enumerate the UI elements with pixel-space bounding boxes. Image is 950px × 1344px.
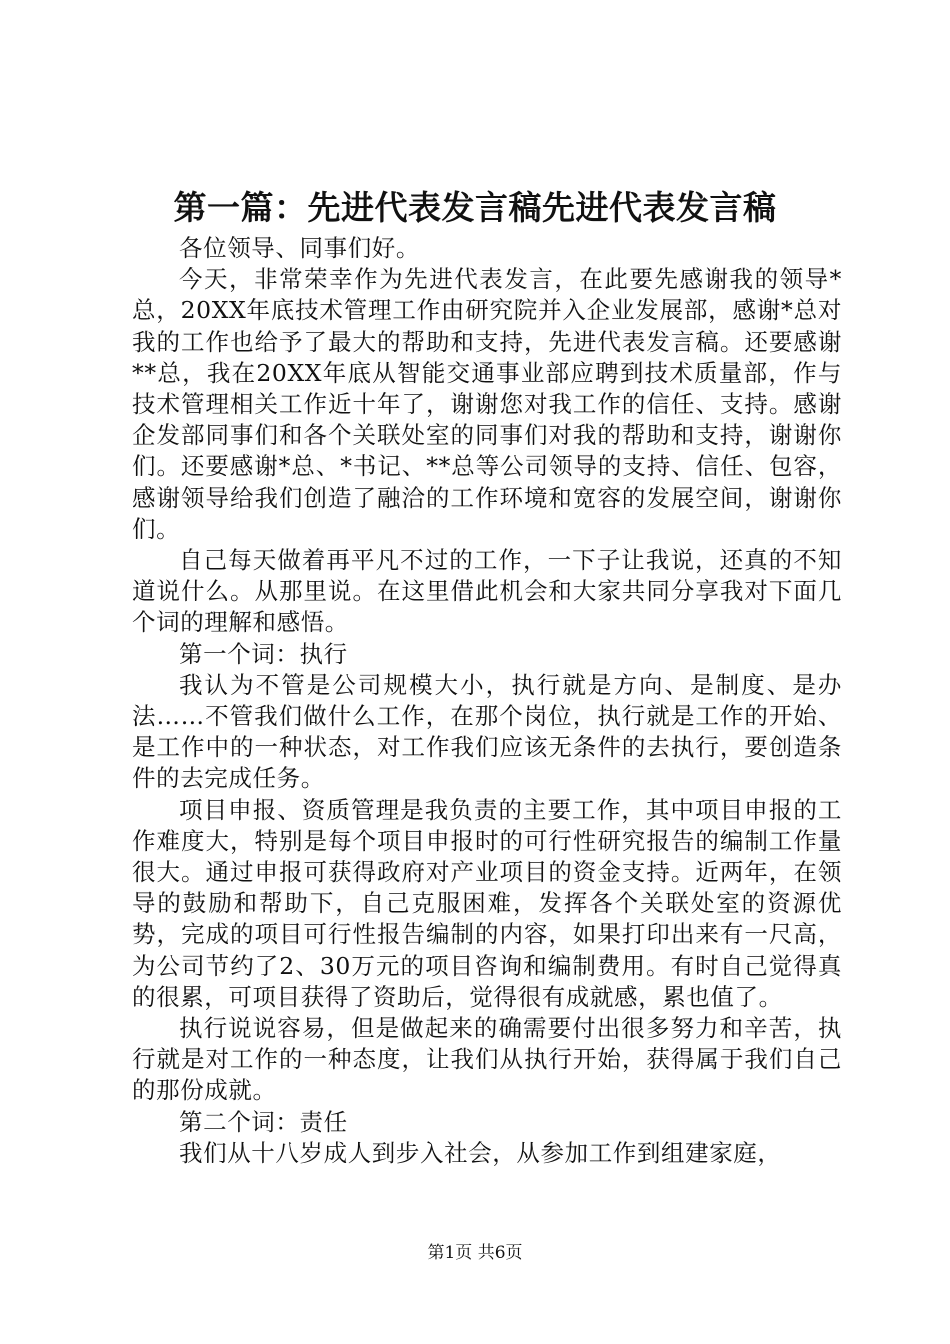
document-body xyxy=(132,233,842,1169)
paragraph-execution-view: 我认为不管是公司规模大小，执行就是方向、是制度、是办法……不管我们做什么工作，在那个岗位，执行就是工作的开始、是工作中的一种状态，对工作我们应该无条件的去执行，要创造条件的去完成任务。 xyxy=(132,670,842,793)
section-heading-execution: 第一个词：执行 xyxy=(179,639,348,668)
section-heading-responsibility: 第二个词：责任 xyxy=(179,1107,348,1136)
document-title: 第一篇：先进代表发言稿先进代表发言稿 xyxy=(173,188,777,227)
paragraph-thanks: 今天，非常荣幸作为先进代表发言，在此要先感谢我的领导*总，20XX年底技术管理工作由研究院并入企业发展部，感谢*总对我的工作也给予了最大的帮助和支持，先进代表发言稿。还要感谢**总，我在20XX年底从智能交通事业部应聘到技术质量部，作与技术管理相关工作近十年了，谢谢您对我工作的信任、支持。感谢企发部同事们和各个关联处室的同事们对我的帮助和支持，谢谢你们。还要感谢*总、*书记、**总等公司领导的支持、信任、包容，感谢领导给我们创造了融洽的工作环境和宽容的发展空间，谢谢你们。 xyxy=(132,265,842,543)
paragraph-greeting: 各位领导、同事们好。 xyxy=(179,234,420,262)
page-footer: 第1页 共6页 xyxy=(427,1243,523,1263)
paragraph-execution-summary: 执行说说容易，但是做起来的确需要付出很多努力和辛苦，执行就是对工作的一种态度，让我们从执行开始，获得属于我们自己的那份成就。 xyxy=(132,1014,842,1105)
paragraph-responsibility: 我们从十八岁成人到步入社会，从参加工作到组建家庭， xyxy=(179,1138,782,1167)
paragraph-project-work: 项目申报、资质管理是我负责的主要工作，其中项目申报的工作难度大，特别是每个项目申报时的可行性研究报告的编制工作量很大。通过申报可获得政府对产业项目的资金支持。近两年，在领导的鼓励和帮助下，自己克服困难，发挥各个关联处室的资源优势，完成的项目可行性报告编制的内容，如果打印出来有一尺高，为公司节约了2、30万元的项目咨询和编制费用。有时自己觉得真的很累，可项目获得了资助后，觉得很有成就感，累也值了。 xyxy=(132,795,842,1011)
paragraph-intro: 自己每天做着再平凡不过的工作，一下子让我说，还真的不知道说什么。从那里说。在这里借此机会和大家共同分享我对下面几个词的理解和感悟。 xyxy=(132,546,842,637)
